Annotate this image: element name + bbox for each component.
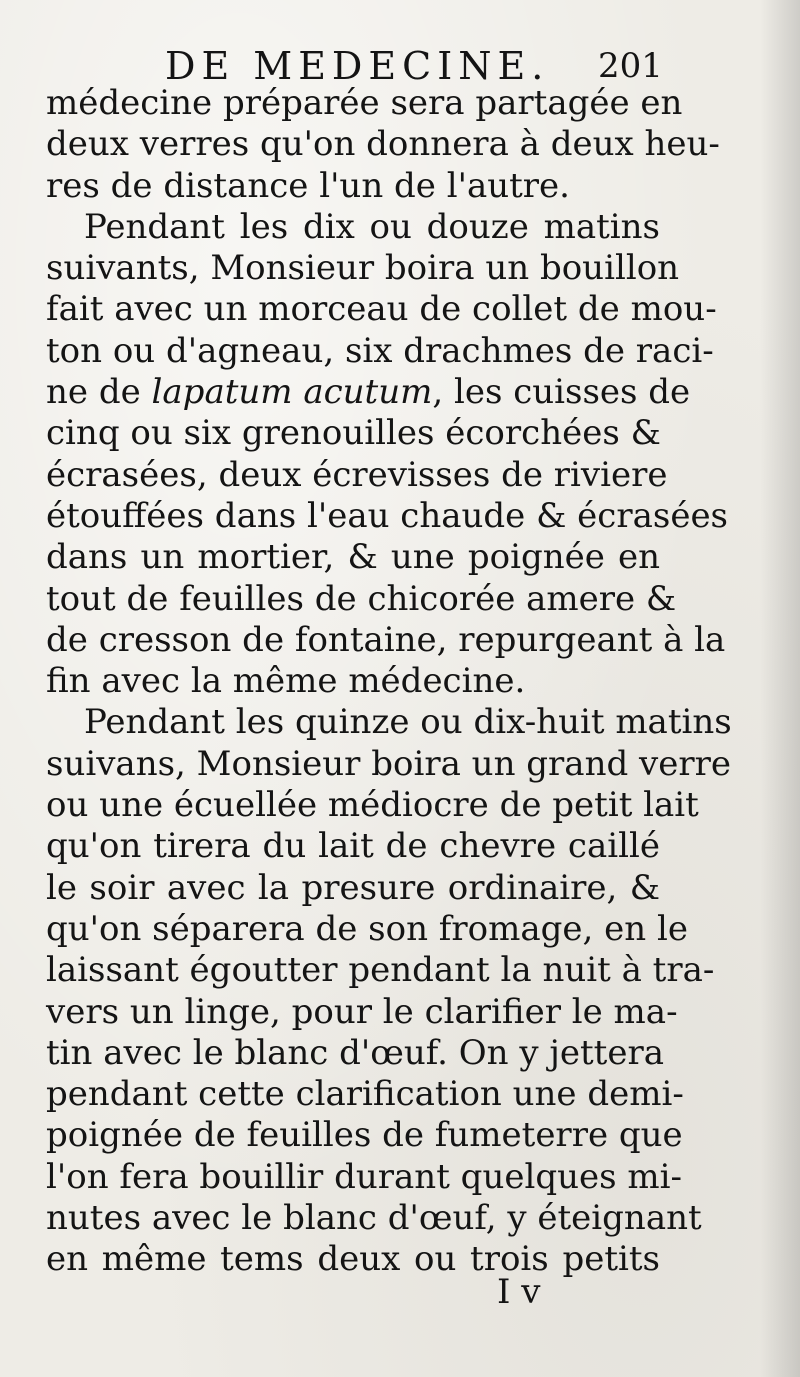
running-head: DE MEDECINE. [165, 44, 550, 88]
text-line: tin avec le blanc d'œuf. On y jettera [46, 1032, 664, 1073]
text-line: en même tems deux ou trois petits [46, 1239, 660, 1280]
text-line: vers un linge, pour le clarifier le ma- [46, 991, 678, 1032]
text-line: ou une écuellée médiocre de petit lait [46, 785, 699, 826]
text-line: qu'on tirera du lait de chevre caillé [46, 826, 660, 867]
text-line: laissant égoutter pendant la nuit à tra- [46, 950, 715, 991]
text-line: médecine préparée sera partagée en [46, 83, 683, 123]
text-line: étouffées dans l'eau chaude & écrasées [46, 495, 729, 536]
text-line: dans un mortier, & une poignée en [46, 537, 660, 578]
text-line: pendant cette clarification une demi- [46, 1074, 684, 1115]
paragraph-1 [46, 83, 720, 207]
text-line: fin avec la même médecine. [46, 661, 526, 702]
latin-term: lapatum acutum [151, 372, 433, 413]
paragraph-3 [46, 702, 732, 1280]
text-line: suivans, Monsieur boira un grand verre [46, 743, 731, 784]
text-line: écrasées, deux écrevisses de riviere [46, 454, 668, 495]
text-line: tout de feuilles de chicorée amere & [46, 578, 677, 619]
catchword-signature: I v [497, 1272, 541, 1312]
page-number: 201 [598, 46, 663, 86]
text-line: poignée de feuilles de fumeterre que [46, 1115, 683, 1156]
text-line: fait avec un morceau de collet de mou- [46, 289, 717, 330]
text-line: nutes avec le blanc d'œuf, y éteignant [46, 1198, 702, 1239]
text-line: l'on fera bouillir durant quelques mi- [46, 1156, 682, 1197]
text-line: suivants, Monsieur boira un bouillon [46, 248, 680, 289]
text-line: Pendant les quinze ou dix-huit matins [84, 702, 732, 743]
text-line: ton ou d'agneau, six drachmes de raci- [46, 330, 714, 371]
page-edge-shadow [760, 0, 800, 1377]
text-line: le soir avec la presure ordinaire, & [46, 867, 660, 908]
text-line: qu'on séparera de son fromage, en le [46, 908, 688, 949]
text-line: Pendant les dix ou douze matins [84, 206, 660, 247]
text-line: deux verres qu'on donnera à deux heu- [46, 124, 720, 165]
paragraph-2 [46, 206, 729, 703]
text-line: ne de lapatum acutum, les cuisses de [46, 372, 691, 413]
text-line: res de distance l'un de l'autre. [46, 165, 570, 206]
text-line: cinq ou six grenouilles écorchées & [46, 413, 661, 454]
body-text [46, 83, 732, 1281]
text-line: de cresson de fontaine, repurgeant à la [46, 619, 726, 660]
